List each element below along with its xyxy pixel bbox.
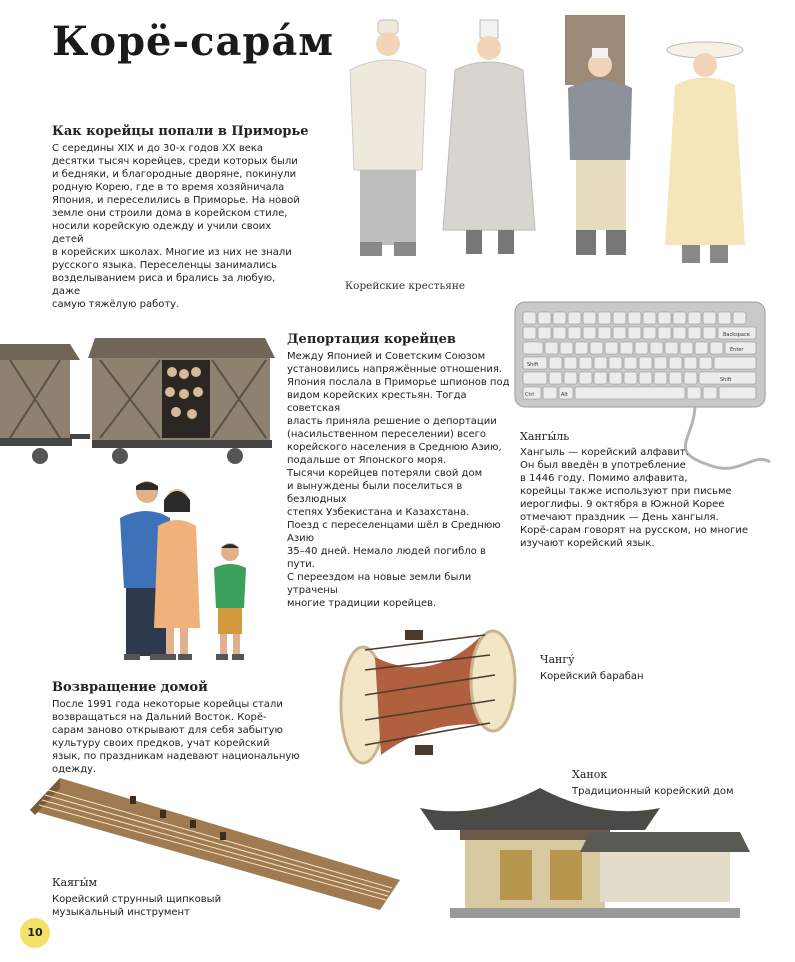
text-line: возделыванием риса и брались за любую, даже [52, 273, 276, 297]
text-line: музыкальный инструмент [52, 907, 190, 918]
section-text-primorye [52, 142, 302, 311]
text-line: 35–40 дней. Немало людей погибло в пути. [287, 546, 486, 570]
text-line: и бедняки, и благородные дворяне, покинули [52, 169, 297, 180]
text-line: язык, по праздникам надевают национальную [52, 751, 300, 762]
text-line: После 1991 года некоторые корейцы стали [52, 699, 283, 710]
key-enter: Enter [730, 347, 744, 353]
text-line: отмечают праздник — День хангыля. [520, 512, 719, 523]
section-text-return [52, 698, 302, 776]
section-heading-primorye: Как корейцы попали в Приморье [52, 124, 309, 139]
text-line: Между Японией и Советским Союзом [287, 351, 486, 362]
text-line: одежду. [52, 764, 97, 775]
text-line: возвращаться на Дальний Восток. Корё- [52, 712, 267, 723]
section-heading-deportation: Депортация корейцев [287, 332, 456, 347]
changu-drum-illustration [335, 615, 535, 770]
text-line: Япония послала в Приморье шпионов под [287, 377, 510, 388]
text-line: носили корейскую одежду и учили своих детей [52, 221, 272, 245]
text-line: Корё-сарам говорят на русском, но многие [520, 525, 749, 536]
hanok-house-illustration [420, 780, 750, 920]
text-line: корейского населения в Среднюю Азию, [287, 442, 502, 453]
text-line: Корейский струнный щипковый [52, 894, 222, 905]
text-line: десятки тысяч корейцев, среди которых были [52, 156, 298, 167]
text-line: Тысячи корейцев потеряли свой дом [287, 468, 483, 479]
key-ctrl: Ctrl [525, 392, 534, 398]
section-text-deportation [287, 350, 512, 610]
text-line: иероглифы. 9 октября в Южной Корее [520, 499, 725, 510]
text-line: установились напряжённые отношения. [287, 364, 503, 375]
text-line: видом корейских крестьян. Тогда советская [287, 390, 467, 414]
text-line: в корейских школах. Многие из них не знали [52, 247, 292, 258]
text-line: С переездом на новые земли были утрачены [287, 572, 472, 596]
text-line: степях Узбекистана и Казахстана. [287, 507, 470, 518]
text-line: Поезд с переселенцами шёл в Среднюю Азию [287, 520, 501, 544]
text-line: русского языка. Переселенцы занимались [52, 260, 277, 271]
korean-peasants-illustration [330, 10, 760, 275]
section-text-hangul [520, 446, 750, 550]
text-line: Япония, и переселились в Приморье. На новой [52, 195, 300, 206]
peasants-caption: Корейские крестьяне [345, 280, 466, 292]
kayagum-description [52, 893, 221, 919]
text-line: Хангыль — корейский алфавит. [520, 447, 689, 458]
text-line: власть приняла решение о депортации [287, 416, 497, 427]
page-number: 10 [20, 918, 50, 948]
text-line: подальше от Японского моря. [287, 455, 447, 466]
text-line: изучают корейский язык. [520, 538, 655, 549]
text-line: самую тяжёлую работу. [52, 299, 180, 310]
kayagum-name: Каягы́м [52, 876, 98, 889]
text-line: многие традиции корейцев. [287, 598, 437, 609]
key-alt: Alt [561, 392, 568, 398]
text-line: культуру своих предков, учат корейский [52, 738, 270, 749]
changu-description: Корейский барабан [540, 671, 644, 682]
hanok-name: Ханок [572, 768, 608, 781]
family-illustration [110, 478, 260, 668]
text-line: С середины XIX и до 30-х годов XX века [52, 143, 264, 154]
hanok-description: Традиционный корейский дом [572, 786, 734, 797]
page-title: Корё-сара́м [52, 18, 334, 65]
text-line: (насильственном переселении) всего [287, 429, 487, 440]
text-line: земле они строили дома в корейском стиле, [52, 208, 288, 219]
key-backspace: Backspace [723, 332, 750, 338]
text-line: в 1446 году. Помимо алфавита, [520, 473, 688, 484]
section-heading-return: Возвращение домой [52, 680, 208, 695]
text-line: корейцы также используют при письме [520, 486, 732, 497]
changu-name: Чангу́ [540, 653, 575, 666]
key-shift-right: Shift [720, 377, 732, 383]
deportation-train-illustration [0, 330, 280, 475]
section-heading-hangul: Хангы́ль [520, 430, 570, 443]
key-shift-left: Shift [527, 362, 539, 368]
text-line: и вынуждены были поселиться в безлюдных [287, 481, 463, 505]
text-line: родную Корею, где в то время хозяйничала [52, 182, 285, 193]
text-line: сарам заново открывают для себя забытую [52, 725, 283, 736]
text-line: Он был введён в употребление [520, 460, 686, 471]
